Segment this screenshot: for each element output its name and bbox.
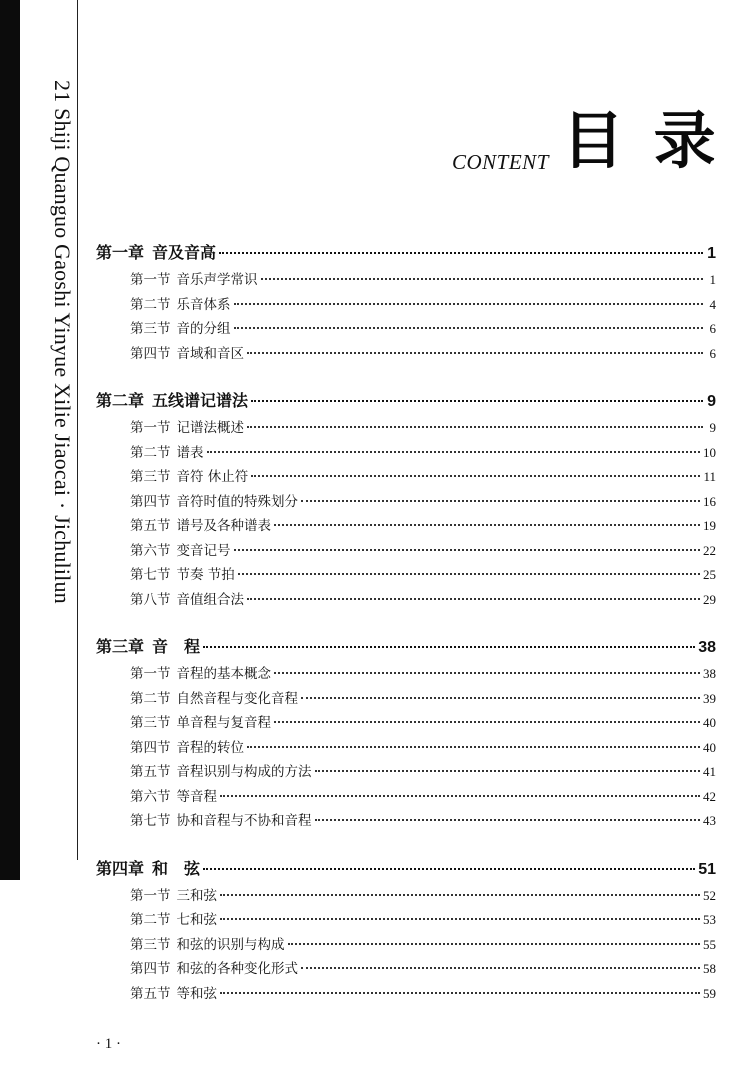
section-page-number: 11	[703, 469, 716, 484]
section-page-number: 22	[703, 542, 716, 558]
section-entry[interactable]	[96, 884, 716, 909]
section-title: 三和弦	[176, 887, 217, 904]
section-page-number: 40	[703, 739, 716, 755]
section-number: 第一节	[130, 887, 171, 904]
chapter-number: 第三章	[96, 637, 145, 656]
section-page-number: 4	[709, 296, 716, 312]
section-number: 第三节	[130, 321, 171, 337]
section-page-number: 41	[703, 764, 716, 779]
chapter-entry[interactable]	[96, 240, 716, 268]
section-number: 第四节	[130, 961, 171, 977]
section-page-number: 42	[703, 788, 716, 804]
section-title: 谱表	[176, 444, 204, 461]
section-entry[interactable]	[96, 760, 716, 785]
section-entry[interactable]	[96, 441, 716, 466]
section-number: 第七节	[130, 567, 171, 583]
section-page-number: 1	[709, 272, 716, 287]
section-title: 单音程与复音程	[176, 715, 271, 731]
section-number: 第四节	[130, 493, 171, 510]
section-title: 音乐声学常识	[176, 272, 258, 288]
section-entry[interactable]	[96, 785, 716, 810]
section-title: 节奏 节拍	[176, 567, 235, 583]
dot-leader	[247, 426, 703, 428]
section-number: 第二节	[130, 912, 171, 928]
section-number: 第五节	[130, 764, 171, 780]
section-entry[interactable]	[96, 687, 716, 712]
section-entry[interactable]	[96, 662, 716, 687]
chapter-entry[interactable]	[96, 856, 716, 884]
section-page-number: 29	[703, 591, 716, 607]
section-entry[interactable]	[96, 490, 716, 515]
dot-leader	[288, 943, 701, 945]
section-page-number: 25	[703, 567, 716, 582]
section-number: 第五节	[130, 985, 171, 1002]
dot-leader	[234, 549, 701, 551]
dot-leader	[247, 598, 700, 600]
section-title: 七和弦	[176, 912, 217, 928]
dot-leader	[247, 352, 703, 354]
section-page-number: 39	[703, 690, 716, 706]
section-page-number: 43	[703, 813, 716, 828]
dot-leader	[315, 819, 701, 821]
section-title: 自然音程与变化音程	[176, 690, 298, 707]
section-page-number: 40	[703, 715, 716, 730]
side-black-bar	[0, 0, 20, 880]
dot-leader	[234, 303, 704, 305]
chapter-entry[interactable]	[96, 388, 716, 416]
dot-leader	[274, 524, 700, 526]
chapter-title: 音 程	[152, 637, 201, 656]
section-title: 音的分组	[176, 321, 231, 337]
section-number: 第二节	[130, 690, 171, 707]
section-entry[interactable]	[96, 809, 716, 834]
dot-leader	[203, 868, 695, 870]
dot-leader	[220, 894, 700, 896]
section-number: 第三节	[130, 469, 171, 485]
section-title: 音域和音区	[176, 345, 244, 362]
section-entry[interactable]	[96, 588, 716, 613]
chapter-entry[interactable]	[96, 634, 716, 662]
section-page-number: 53	[703, 912, 716, 927]
chapter-title: 和 弦	[152, 858, 201, 878]
chapter-number: 第四章	[96, 858, 145, 878]
section-page-number: 52	[703, 887, 716, 903]
dot-leader	[247, 746, 700, 748]
section-page-number: 16	[703, 493, 716, 509]
section-title: 音程的转位	[176, 739, 244, 756]
section-page-number: 10	[703, 444, 716, 460]
section-page-number: 19	[703, 518, 716, 533]
chapter-page-number: 1	[707, 245, 716, 262]
section-entry[interactable]	[96, 563, 716, 588]
section-entry[interactable]	[96, 342, 716, 367]
section-title: 音符时值的特殊划分	[176, 493, 298, 510]
section-entry[interactable]	[96, 514, 716, 539]
dot-leader	[301, 500, 700, 502]
section-number: 第二节	[130, 444, 171, 461]
chapter-block	[96, 634, 716, 834]
content-heading-en: CONTENT	[452, 150, 549, 174]
section-title: 等音程	[176, 788, 217, 805]
section-title: 音符 休止符	[176, 469, 249, 485]
side-divider-line	[77, 0, 78, 860]
section-page-number: 59	[703, 985, 716, 1001]
section-number: 第三节	[130, 936, 171, 953]
section-number: 第一节	[130, 666, 171, 682]
section-page-number: 58	[703, 961, 716, 976]
section-entry[interactable]	[96, 957, 716, 982]
chapter-number: 第二章	[96, 391, 145, 410]
content-heading-zh: 目 录	[562, 104, 720, 177]
section-entry[interactable]	[96, 711, 716, 736]
dot-leader	[220, 992, 700, 994]
section-page-number: 55	[703, 936, 716, 952]
dot-leader	[251, 475, 700, 477]
section-entry[interactable]	[96, 982, 716, 1007]
dot-leader	[220, 795, 700, 797]
chapter-block	[96, 388, 716, 612]
dot-leader	[301, 697, 700, 699]
dot-leader	[301, 967, 700, 969]
section-title: 和弦的各种变化形式	[176, 961, 298, 977]
dot-leader	[207, 451, 701, 453]
chapter-title: 音及音高	[152, 243, 217, 262]
chapter-block	[96, 240, 716, 366]
section-number: 第三节	[130, 715, 171, 731]
section-title: 音程识别与构成的方法	[176, 764, 312, 780]
section-number: 第六节	[130, 542, 171, 559]
chapter-page-number: 9	[707, 393, 716, 410]
section-title: 谱号及各种谱表	[176, 518, 271, 534]
section-entry[interactable]	[96, 933, 716, 958]
section-entry[interactable]	[96, 539, 716, 564]
section-page-number: 6	[709, 321, 716, 336]
section-number: 第八节	[130, 591, 171, 608]
section-title: 乐音体系	[176, 296, 231, 313]
chapter-page-number: 51	[698, 860, 716, 878]
section-page-number: 9	[709, 420, 716, 435]
section-number: 第一节	[130, 420, 171, 436]
dot-leader	[203, 646, 695, 648]
chapter-page-number: 38	[698, 639, 716, 656]
section-entry[interactable]	[96, 293, 716, 318]
section-title: 音程的基本概念	[176, 666, 271, 682]
section-number: 第二节	[130, 296, 171, 313]
section-title: 协和音程与不协和音程	[176, 813, 312, 829]
section-number: 第七节	[130, 813, 171, 829]
section-number: 第六节	[130, 788, 171, 805]
series-title: 21 Shiji Quanguo Gaoshi Yinyue Xilie Jiaocai · Jichulilun	[50, 80, 75, 604]
dot-leader	[219, 252, 703, 254]
chapter-title: 五线谱记谱法	[152, 391, 249, 410]
section-entry[interactable]	[96, 465, 716, 490]
section-entry[interactable]	[96, 908, 716, 933]
section-number: 第五节	[130, 518, 171, 534]
section-number: 第四节	[130, 739, 171, 756]
dot-leader	[234, 327, 704, 329]
section-entry[interactable]	[96, 317, 716, 342]
section-title: 和弦的识别与构成	[176, 936, 285, 953]
section-number: 第一节	[130, 272, 171, 288]
section-entry[interactable]	[96, 736, 716, 761]
chapter-block	[96, 856, 716, 1007]
dot-leader	[315, 770, 701, 772]
section-entry[interactable]	[96, 416, 716, 441]
chapter-number: 第一章	[96, 243, 145, 262]
dot-leader	[238, 573, 700, 575]
section-entry[interactable]	[96, 268, 716, 293]
section-page-number: 38	[703, 666, 716, 681]
section-title: 音值组合法	[176, 591, 244, 608]
section-title: 记谱法概述	[176, 420, 244, 436]
page-number: · 1 ·	[96, 1036, 121, 1052]
section-number: 第四节	[130, 345, 171, 362]
dot-leader	[274, 672, 700, 674]
section-title: 等和弦	[176, 985, 217, 1002]
section-page-number: 6	[709, 345, 716, 361]
table-of-contents	[96, 240, 716, 1028]
dot-leader	[274, 721, 700, 723]
dot-leader	[220, 918, 700, 920]
dot-leader	[261, 278, 704, 280]
dot-leader	[251, 400, 703, 402]
section-title: 变音记号	[176, 542, 231, 559]
